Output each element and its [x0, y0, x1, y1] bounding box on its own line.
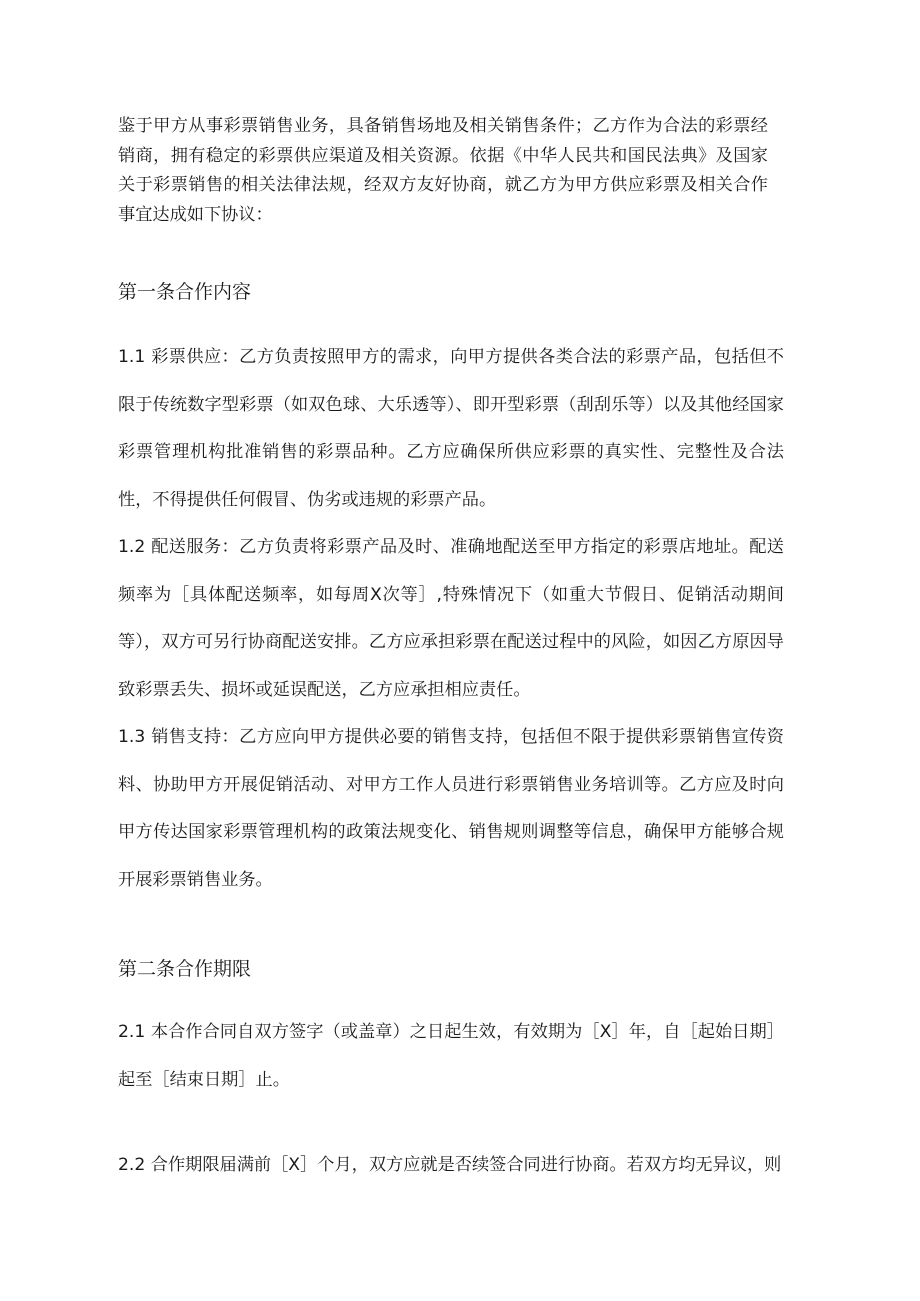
- article-2-title: 第二条合作期限: [118, 958, 252, 980]
- intro-paragraph: 鉴于甲方从事彩票销售业务，具备销售场地及相关销售条件；乙方作为合法的彩票经销商，拥有稳定的彩票供应渠道及相关资源。依据《中华人民共和国民法典》及国家关于彩票销售的相关法律法规，经双方友好协商，就乙方为甲方供应彩票及相关合作事宜达成如下协议：: [118, 116, 768, 225]
- clause-1-1: 1.1 彩票供应：乙方负责按照甲方的需求，向甲方提供各类合法的彩票产品，包括但不限于传统数字型彩票（如双色球、大乐透等）、即开型彩票（刮刮乐等）以及其他经国家彩票管理机构批准销售的彩票品种。乙方应确保所供应彩票的真实性、完整性及合法性，不得提供任何假冒、伪劣或违规的彩票产品。: [118, 347, 784, 510]
- clause-1-2: 1.2 配送服务：乙方负责将彩票产品及时、准确地配送至甲方指定的彩票店地址。配送频率为［具体配送频率，如每周X次等］,特殊情况下（如重大节假日、促销活动期间等），双方可另行协商配送安排。乙方应承担彩票在配送过程中的风险，如因乙方原因导致彩票丢失、损坏或延误配送，乙方应承担相应责任。: [118, 537, 784, 700]
- clause-2-1: 2.1 本合作合同自双方签字（或盖章）之日起生效，有效期为［X］年，自［起始日期］起至［结束日期］止。: [118, 1022, 784, 1090]
- clause-2-2: 2.2 合作期限届满前［X］个月，双方应就是否续签合同进行协商。若双方均无异议，则: [118, 1155, 782, 1175]
- clause-1-3: 1.3 销售支持：乙方应向甲方提供必要的销售支持，包括但不限于提供彩票销售宣传资料、协助甲方开展促销活动、对甲方工作人员进行彩票销售业务培训等。乙方应及时向甲方传达国家彩票管理机构的政策法规变化、销售规则调整等信息，确保甲方能够合规开展彩票销售业务。: [118, 727, 784, 890]
- article-1-title: 第一条合作内容: [118, 281, 252, 303]
